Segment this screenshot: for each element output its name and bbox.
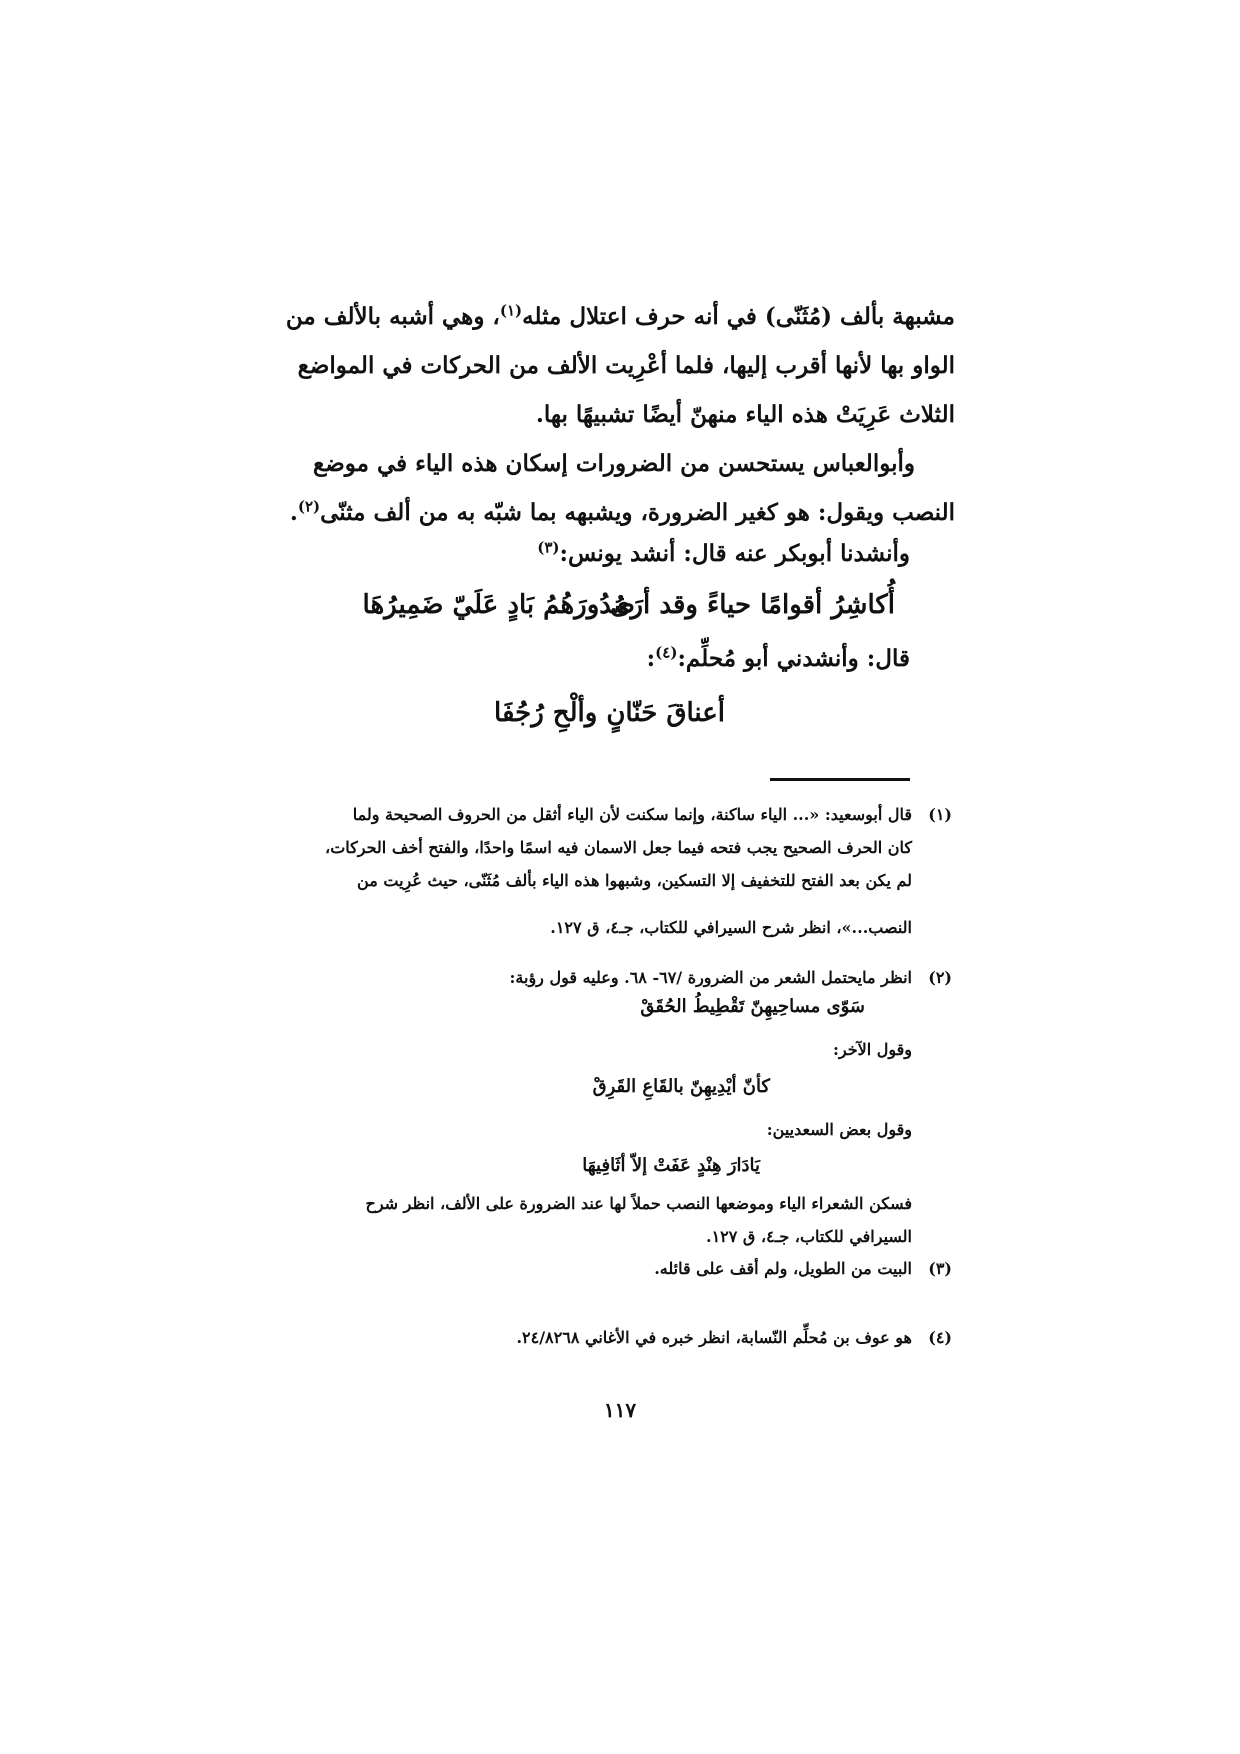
main-text-block [285,292,955,537]
footnote-2-verse-3: يَادَارَ هِنْدٍ عَفَتْ إلاّ أثَافِيهَا [582,1155,760,1176]
verse-intro-1: وأنشدنا أبوبكر عنه قال: أنشد يونس:$^{(٣)}$ [537,538,910,567]
paragraph-2-line-1: وأبوالعباس يستحسن من الضرورات إسكان هذه الياء في موضع [312,450,915,477]
footnote-3-text: البيت من الطويل، ولم أقف على قائله. [654,1259,912,1278]
footnote-4-number: (٤) [928,1328,952,1347]
footnote-ref-1[interactable]: (١) [499,301,523,320]
footnote-2-label-2: وقول الآخر: [832,1040,912,1059]
footnote-1-line-2: كان الحرف الصحيح يجب فتحه فيما جعل الاسمان فيه اسمًا واحدًا، والفتح أخف الحركات، [325,838,912,857]
paragraph-2 [290,439,955,537]
footnote-ref-2[interactable]: (٢) [297,497,321,516]
footnote-1-line-1: قال أبوسعيد: «... الياء ساكنة، وإنما سكنت لأن الياء أثقل من الحروف الصحيحة ولما [352,805,912,824]
page-number: ١١٧ [603,1398,637,1422]
footnote-2-line-1: انظر مايحتمل الشعر من الضرورة /٦٧- ٦٨. وعليه قول رؤبة: [509,968,912,987]
footnote-2-line-after-1: فسكن الشعراء الياء وموضعها النصب حملاً لها عند الضرورة على الألف، انظر شرح [365,1194,912,1213]
footnote-ref-4[interactable]: (٤) [655,643,678,662]
paragraph-1-line-3: الثلاث عَرِيَتْ هذه الياء منهنّ أيضًا تشبيهًا بها. [535,401,955,428]
footnote-2-verse-1: سَوّى مساحِيهِنّ تَقْطِيطُ الحُقَقْ [640,996,865,1017]
paragraph-2-line-2: النصب ويقول: هو كغير الضرورة، ويشبهه بما شبّه به من ألف مثنّى$^{(٢)}$. [289,497,955,526]
footnote-ref-3[interactable]: (٣) [537,538,560,557]
paragraph-1 [285,292,955,439]
footnote-2-number: (٢) [928,968,952,987]
verse-1-first-hemistich: أُكاشِرُ أقوامًا حياءً وقد أرَى [610,590,895,620]
verse-1-second-hemistich: صُدُورَهُمُ بَادٍ عَلَيّ ضَمِيرُهَا [362,590,635,620]
paragraph-1-line-1: مشبهة بألف (مُثَنّى) في أنه حرف اعتلال مثله$^{(١)}$، وهي أشبه بالألف من [285,301,955,330]
footnote-1-line-3: لم يكن بعد الفتح للتخفيف إلا التسكين، وشبهوا هذه الياء بألف مُثَنّى، حيث عُرِيت من [357,871,912,890]
footnote-separator [770,778,910,781]
verse-2: أعناقَ حَنّانٍ وألْحِ رُجُفَا [494,698,725,728]
paragraph-1-line-2: الواو بها لأنها أقرب إليها، فلما أعْرِيت الألف من الحركات في المواضع [297,352,955,379]
verse-intro-2: قال: وأنشدني أبو مُحلِّم:$^{(٤)}$: [646,643,910,672]
footnote-2-line-after-2: السيرافي للكتاب، جـ٤، ق ١٢٧. [705,1227,912,1246]
footnote-2-label-3: وقول بعض السعديين: [766,1120,912,1139]
footnote-1-line-4: النصب...»، انظر شرح السيرافي للكتاب، جـ٤، ق ١٢٧. [550,918,912,937]
footnote-2-verse-2: كأنّ أيْدِيهِنّ بالقَاعِ القَرِقْ [592,1076,770,1097]
footnote-3-number: (٣) [928,1259,952,1278]
footnote-4-text: هو عوف بن مُحلِّم النّسابة، انظر خبره في الأغاني ٢٤/٨٢٦٨. [516,1328,912,1347]
footnote-1-number: (١) [928,805,952,824]
